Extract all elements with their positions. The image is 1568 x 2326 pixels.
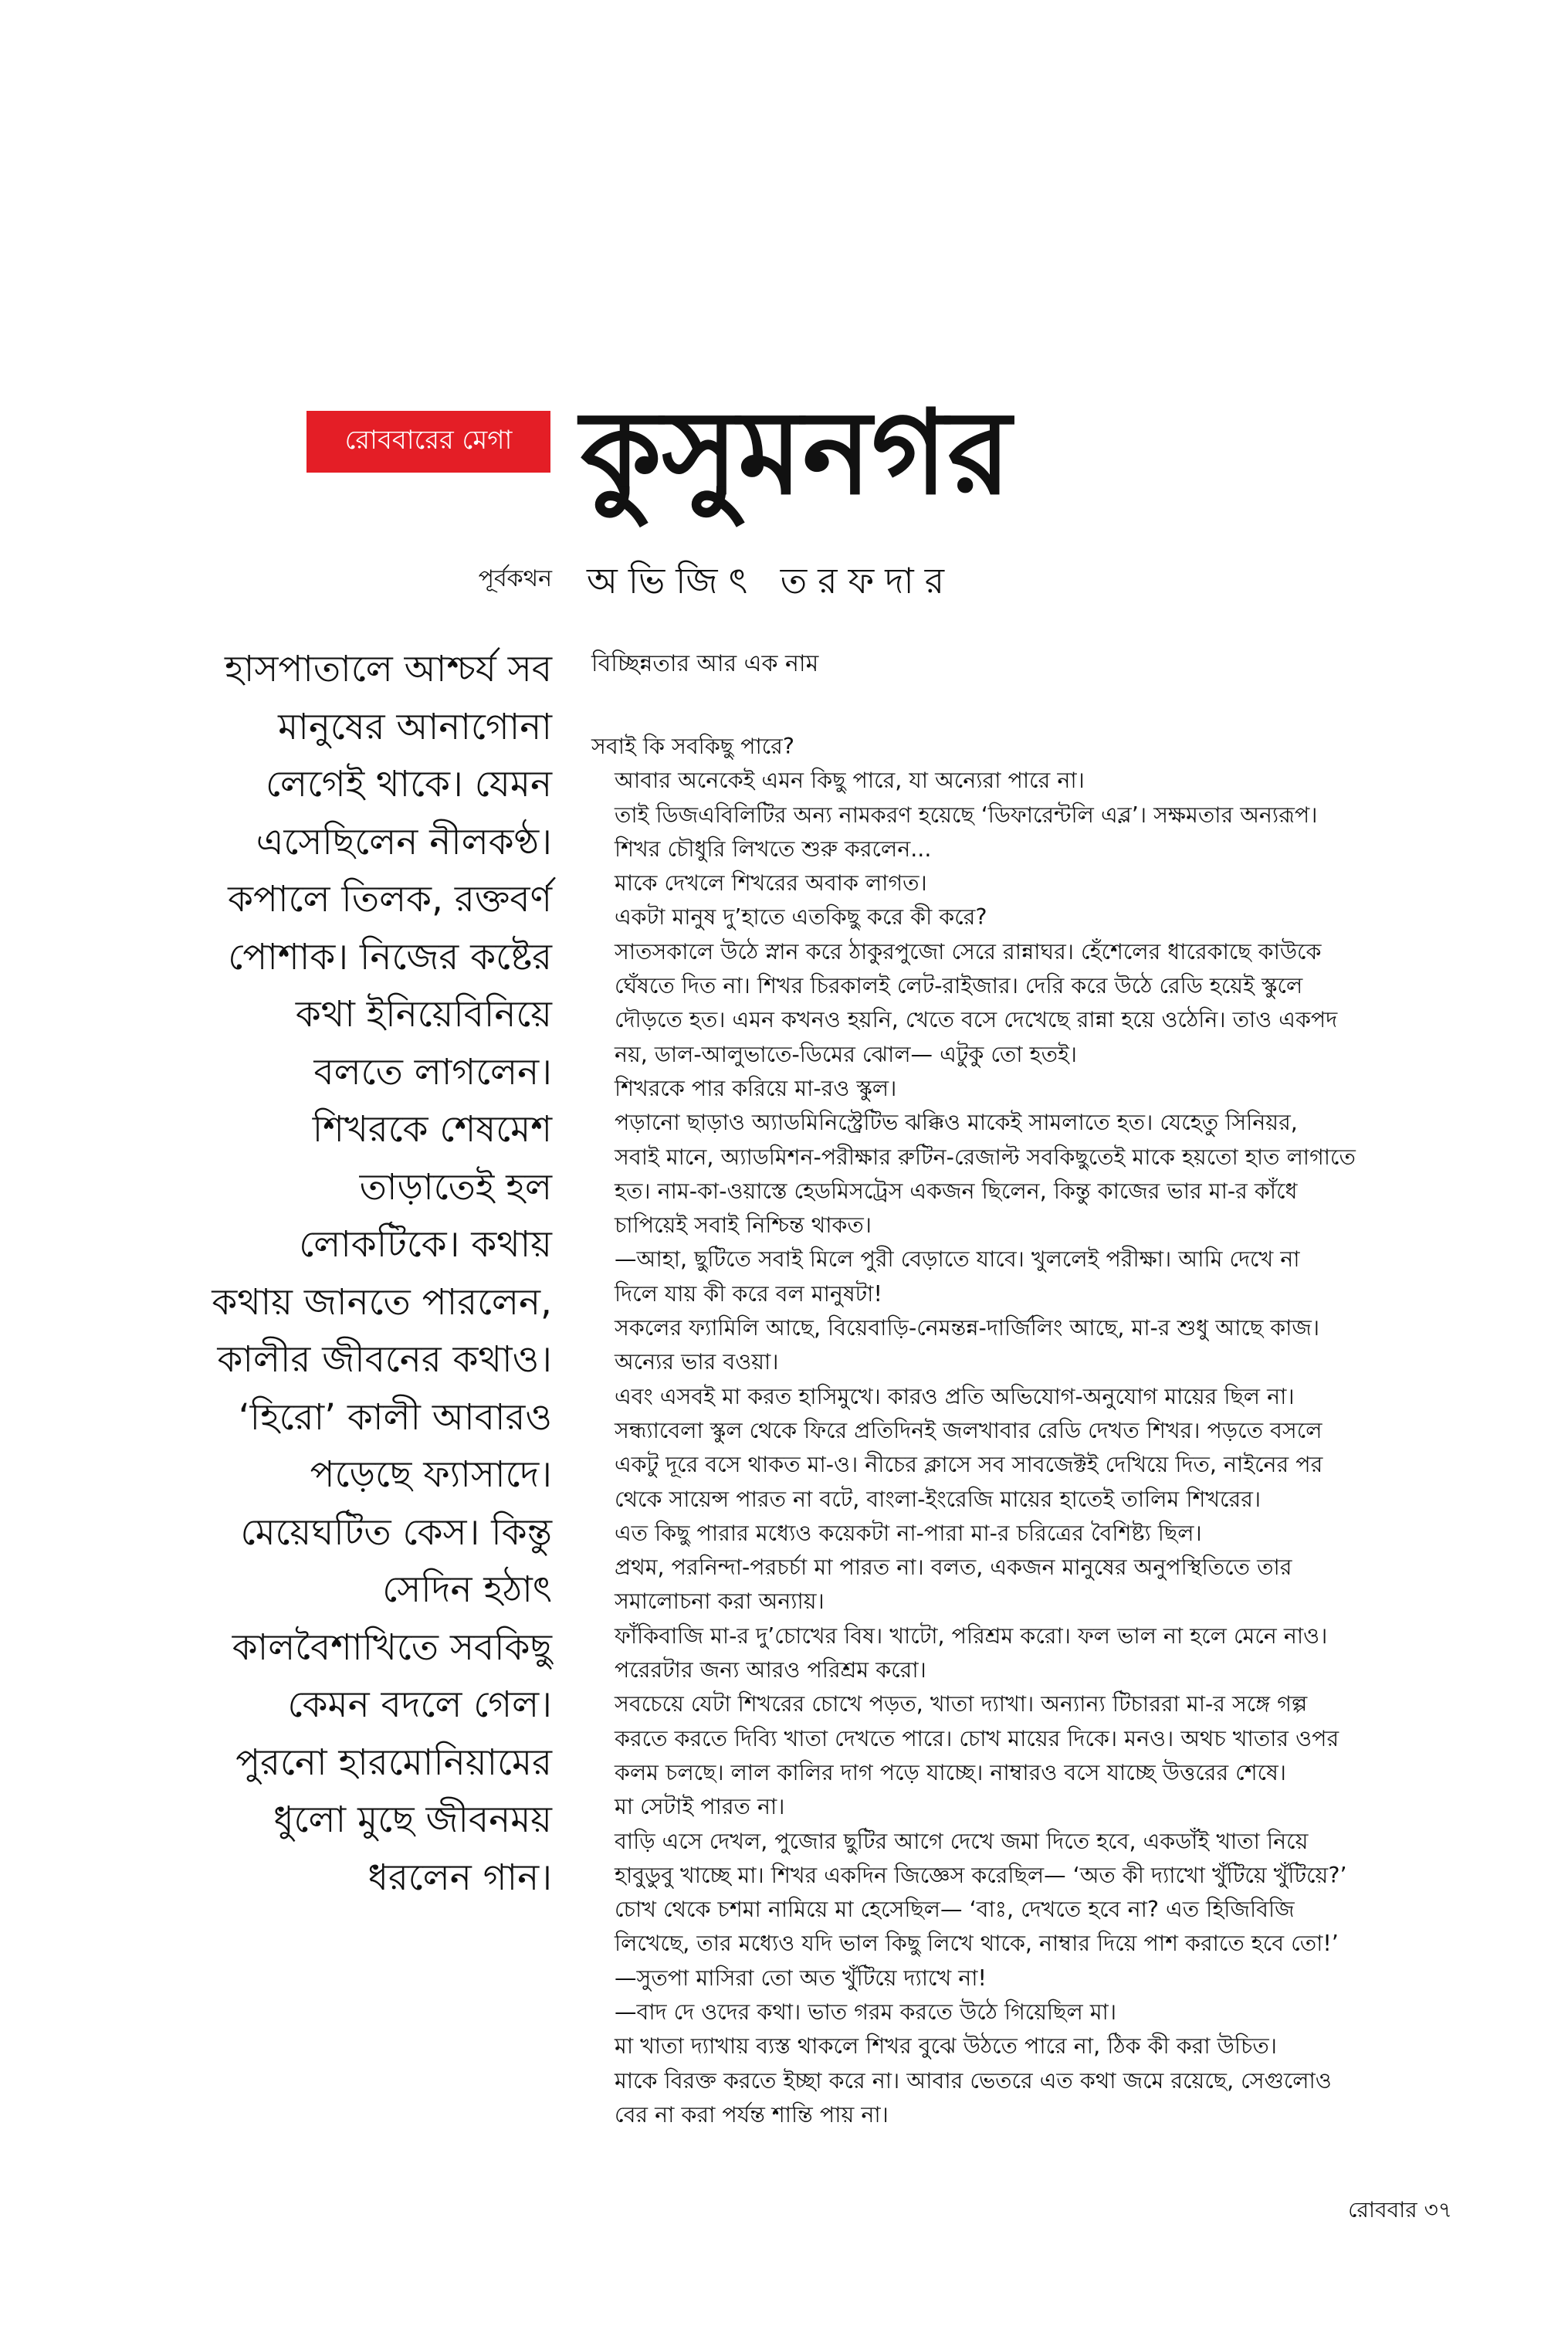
pull-quote-line: কথা ইনিয়েবিনিয়ে bbox=[295, 993, 552, 1036]
pull-quote-line: কালবৈশাখিতে সবকিছু bbox=[232, 1626, 552, 1669]
article-line: বের না করা পর্যন্ত শান্তি পায় না। bbox=[615, 2101, 889, 2128]
article-line: একটা মানুষ দু’হাতে এতকিছু করে কী করে? bbox=[615, 904, 987, 931]
article-line: লিখেছে, তার মধ্যেও যদি ভাল কিছু লিখে থাকে, নাম্বার দিয়ে পাশ করাতে হবে তো!’ bbox=[615, 1931, 1339, 1957]
article-line: ঘেঁষতে দিত না। শিখর চিরকালই লেট-রাইজার। দেরি করে উঠে রেডি হয়েই স্কুলে bbox=[615, 973, 1303, 999]
article-line: সন্ধ্যাবেলা স্কুল থেকে ফিরে প্রতিদিনই জলখাবার রেডি দেখত শিখর। পড়তে বসলে bbox=[615, 1417, 1322, 1443]
article-line: মাকে দেখলে শিখরের অবাক লাগত। bbox=[615, 870, 927, 897]
pull-quote-line: সেদিন হঠাৎ bbox=[382, 1568, 552, 1611]
author-name: অভিজিৎ তরফদার bbox=[587, 560, 956, 602]
article-line: হাবুডুবু খাচ্ছে মা। শিখর একদিন জিজ্ঞেস করেছিল— ‘অত কী দ্যাখো খুঁটিয়ে খুঁটিয়ে?’ bbox=[615, 1862, 1347, 1888]
pull-quote-line: কেমন বদলে গেল। bbox=[287, 1683, 552, 1726]
pull-quote-line: লেগেই থাকে। যেমন bbox=[265, 763, 552, 805]
article-line: দৌড়তে হত। এমন কখনও হয়নি, খেতে বসে দেখেছে রান্না হয়ে ওঠেনি। তাও একপদ bbox=[615, 1007, 1338, 1033]
article-line: তাই ডিজএবিলিটির অন্য নামকরণ হয়েছে ‘ডিফারেন্টলি এব্ল’। সক্ষমতার অন্যরূপ। bbox=[615, 802, 1318, 828]
article-line: প্রথম, পরনিন্দা-পরচর্চা মা পারত না। বলত, একজন মানুষের অনুপস্থিতিতে তার bbox=[615, 1555, 1292, 1581]
article-line: সাতসকালে উঠে স্নান করে ঠাকুরপুজো সেরে রান্নাঘর। হেঁশেলের ধারেকাছে কাউকে bbox=[615, 938, 1322, 965]
article-line: ফাঁকিবাজি মা-র দু’চোখের বিষ। খাটো, পরিশ্রম করো। ফল ভাল না হলে মেনে নাও। bbox=[615, 1622, 1328, 1649]
article-line: হত। নাম-কা-ওয়াস্তে হেডমিসট্রেস একজন ছিলেন, কিন্তু কাজের ভার মা-র কাঁধে bbox=[615, 1178, 1298, 1204]
pull-quote-line: এসেছিলেন নীলকণ্ঠ। bbox=[256, 820, 552, 863]
pull-quote-line: ধুলো মুছে জীবনময় bbox=[273, 1799, 552, 1841]
article-line: মা সেটাই পারত না। bbox=[615, 1794, 785, 1820]
page-footer: রোববার ৩৭ bbox=[1348, 2197, 1452, 2223]
article-line: নয়, ডাল-আলুভাতে-ডিমের ঝোল— এটুকু তো হতই। bbox=[615, 1041, 1077, 1067]
story-title: কুসুমনগর bbox=[581, 386, 1011, 520]
article-line: বাড়ি এসে দেখল, পুজোর ছুটির আগে দেখে জমা দিতে হবে, একডাঁই খাতা নিয়ে bbox=[615, 1828, 1309, 1854]
section-badge: রোববারের মেগা bbox=[306, 411, 550, 473]
article-line: সকলের ফ্যামিলি আছে, বিয়েবাড়ি-নেমন্তন্ন-দার্জিলিং আছে, মা-র শুধু আছে কাজ। bbox=[615, 1315, 1320, 1341]
pull-quote-line: পড়েছে ফ্যাসাদে। bbox=[310, 1453, 552, 1496]
pull-quote-line: পোশাক। নিজের কষ্টের bbox=[228, 935, 552, 978]
article-line: এত কিছু পারার মধ্যেও কয়েকটা না-পারা মা-র চরিত্রের বৈশিষ্ট্য ছিল। bbox=[615, 1520, 1202, 1546]
pull-quote-line: মেয়েঘটিত কেস। কিন্তু bbox=[240, 1511, 552, 1554]
article-line: সবাই মানে, অ্যাডমিশন-পরীক্ষার রুটিন-রেজাল্ট সবকিছুতেই মাকে হয়তো হাত লাগাতে bbox=[615, 1144, 1356, 1170]
article-line: —বাদ দে ওদের কথা। ভাত গরম করতে উঠে গিয়েছিল মা। bbox=[615, 1999, 1117, 2025]
article-line: সবাই কি সবকিছু পারে? bbox=[591, 734, 794, 759]
article-line: —আহা, ছুটিতে সবাই মিলে পুরী বেড়াতে যাবে। খুললেই পরীক্ষা। আমি দেখে না bbox=[615, 1246, 1300, 1273]
article-line: মা খাতা দ্যাখায় ব্যস্ত থাকলে শিখর বুঝে উঠতে পারে না, ঠিক কী করা উচিত। bbox=[615, 2033, 1277, 2060]
article-line: সমালোচনা করা অন্যায়। bbox=[615, 1589, 825, 1615]
article-line: আবার অনেকেই এমন কিছু পারে, যা অন্যেরা পারে না। bbox=[615, 768, 1085, 794]
pull-quote-line: বলতে লাগলেন। bbox=[313, 1050, 552, 1093]
article-body bbox=[591, 730, 1441, 2132]
pull-quote-line: মানুষের আনাগোনা bbox=[278, 705, 552, 748]
article-line: অন্যের ভার বওয়া। bbox=[615, 1349, 779, 1375]
pull-quote-line: ‘হিরো’ কালী আবারও bbox=[238, 1395, 552, 1439]
article-line: পড়ানো ছাড়াও অ্যাডমিনিস্ট্রেটিভ ঝক্কিও মাকেই সামলাতে হত। যেহেতু সিনিয়র, bbox=[615, 1110, 1298, 1136]
pull-quote-line: কালীর জীবনের কথাও। bbox=[217, 1338, 552, 1381]
article-line: কলম চলছে। লাল কালির দাগ পড়ে যাচ্ছে। নাম্বারও বসে যাচ্ছে উত্তরের শেষে। bbox=[615, 1759, 1286, 1785]
article-line: মাকে বিরক্ত করতে ইচ্ছা করে না। আবার ভেতরে এত কথা জমে রয়েছে, সেগুলোও bbox=[615, 2067, 1332, 2094]
pull-quote-line: ধরলেন গান। bbox=[367, 1856, 552, 1899]
article-line: —সুতপা মাসিরা তো অত খুঁটিয়ে দ্যাখে না! bbox=[615, 1965, 987, 1991]
article-line: থেকে সায়েন্স পারত না বটে, বাংলা-ইংরেজি মায়ের হাতেই তালিম শিখরের। bbox=[615, 1486, 1262, 1512]
article-line: চোখ থেকে চশমা নামিয়ে মা হেসেছিল— ‘বাঃ, দেখতে হবে না? এত হিজিবিজি bbox=[615, 1897, 1295, 1923]
pull-quote-line: লোকটিকে। কথায় bbox=[299, 1223, 552, 1266]
pull-quote-line: কপালে তিলক, রক্তবর্ণ bbox=[228, 878, 552, 921]
article-line: সবচেয়ে যেটা শিখরের চোখে পড়ত, খাতা দ্যাখা। অন্যান্য টিচাররা মা-র সঙ্গে গল্প bbox=[615, 1691, 1308, 1717]
article-line: পরেরটার জন্য আরও পরিশ্রম করো। bbox=[615, 1657, 926, 1683]
pull-quote-line: শিখরকে শেষমেশ bbox=[312, 1108, 552, 1151]
article-line: শিখরকে পার করিয়ে মা-রও স্কুল। bbox=[615, 1075, 897, 1101]
prologue-label: পূর্বকথন bbox=[478, 565, 552, 592]
pull-quote bbox=[147, 641, 552, 1907]
pull-quote-line: পুরনো হারমোনিয়ামের bbox=[235, 1741, 552, 1784]
article-line: শিখর চৌধুরি লিখতে শুরু করলেন... bbox=[615, 836, 932, 862]
article-line: একটু দূরে বসে থাকত মা-ও। নীচের ক্লাসে সব সাবজেক্টই দেখিয়ে দিত, নাইনের পর bbox=[615, 1452, 1323, 1478]
article-line: করতে করতে দিব্যি খাতা দেখতে পারে। চোখ মায়ের দিকে। মনও। অথচ খাতার ওপর bbox=[615, 1725, 1339, 1751]
pull-quote-line: কথায় জানতে পারলেন, bbox=[212, 1280, 552, 1324]
pull-quote-line: হাসপাতালে আশ্চর্য সব bbox=[225, 648, 552, 690]
pull-quote-line: তাড়াতেই হল bbox=[359, 1165, 552, 1209]
chapter-subheading: বিচ্ছিন্নতার আর এক নাম bbox=[591, 650, 819, 677]
article-line: দিলে যায় কী করে বল মানুষটা! bbox=[615, 1280, 882, 1307]
article-line: এবং এসবই মা করত হাসিমুখে। কারও প্রতি অভিযোগ-অনুযোগ মায়ের ছিল না। bbox=[615, 1383, 1295, 1409]
article-line: চাপিয়েই সবাই নিশ্চিন্ত থাকত। bbox=[615, 1212, 872, 1239]
